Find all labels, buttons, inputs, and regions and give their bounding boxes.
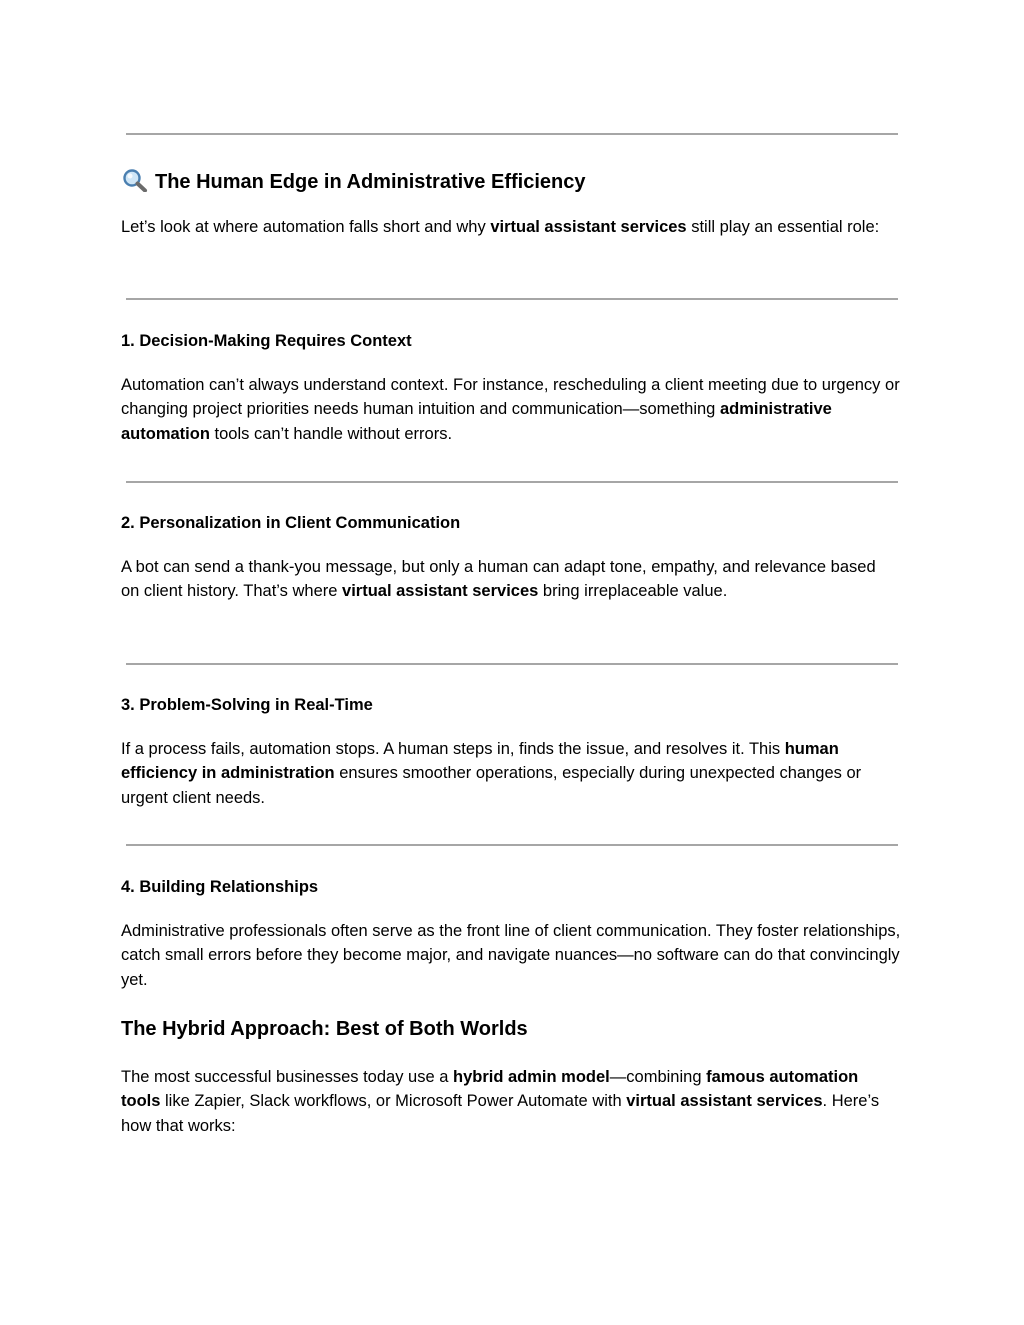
point-body-1: [121, 373, 906, 446]
text-run: Automation can’t always understand context. For instance, rescheduling a client meeting due to urgency or changing project priorities needs human intuition and communication—something: [121, 376, 900, 419]
point-body-3: [121, 737, 866, 810]
horizontal-rule: [126, 298, 898, 300]
text-run: If a process fails, automation stops. A human steps in, finds the issue, and resolves it. This: [121, 740, 785, 758]
text-run: bring irreplaceable value.: [538, 582, 728, 601]
text-run: Administrative professionals often serve as the front line of client communication. They foster relationships, catch small errors before they become major, and navigate nuances—no software can do that convincingly yet.: [121, 922, 901, 989]
bold-phrase: virtual assistant services: [626, 1092, 823, 1111]
text-run: . Here’s how that works:: [121, 1092, 880, 1135]
text-run: A bot can send a thank-you message, but only a human can adapt tone, empathy, and relevance based on client history. That’s where: [121, 558, 876, 601]
horizontal-rule: [126, 663, 898, 665]
text-run: —combining: [609, 1068, 707, 1086]
point-heading-3: 3. Problem-Solving in Real-Time: [121, 696, 373, 714]
point-body-2: [121, 555, 896, 604]
text-run: like Zapier, Slack workflows, or Microsoft Power Automate with: [160, 1092, 627, 1111]
text-run: Let’s look at where automation falls short and why: [121, 218, 491, 236]
bold-phrase: human efficiency in administration: [121, 740, 839, 783]
point-heading-1: 1. Decision-Making Requires Context: [121, 332, 412, 350]
text-run: tools can’t handle without errors.: [209, 424, 453, 443]
text-run: ensures smoother operations, especially during unexpected changes or urgent client needs.: [121, 764, 862, 807]
section-heading-hybrid: The Hybrid Approach: Best of Both Worlds: [121, 1018, 528, 1040]
magnifying-glass-icon: [121, 168, 149, 192]
horizontal-rule: [126, 844, 898, 846]
horizontal-rule: [126, 481, 898, 483]
intro-paragraph: [121, 215, 881, 239]
bold-phrase: virtual assistant services: [342, 582, 539, 601]
point-heading-4: 4. Building Relationships: [121, 878, 319, 896]
point-heading-2: 2. Personalization in Client Communication: [121, 514, 461, 532]
section-heading-human-edge: [121, 168, 585, 195]
bold-phrase: hybrid admin model: [453, 1068, 610, 1086]
bold-phrase: famous automation tools: [121, 1068, 859, 1111]
text-run: still play an essential role:: [686, 218, 880, 236]
bold-phrase: virtual assistant services: [490, 218, 687, 236]
horizontal-rule: [126, 133, 898, 135]
bold-phrase: administrative automation: [121, 400, 832, 443]
point-body-4: [121, 919, 911, 992]
hybrid-paragraph: [121, 1065, 881, 1138]
section-heading-text: The Human Edge in Administrative Efficiency: [155, 171, 586, 193]
text-run: The most successful businesses today use a: [121, 1068, 453, 1086]
